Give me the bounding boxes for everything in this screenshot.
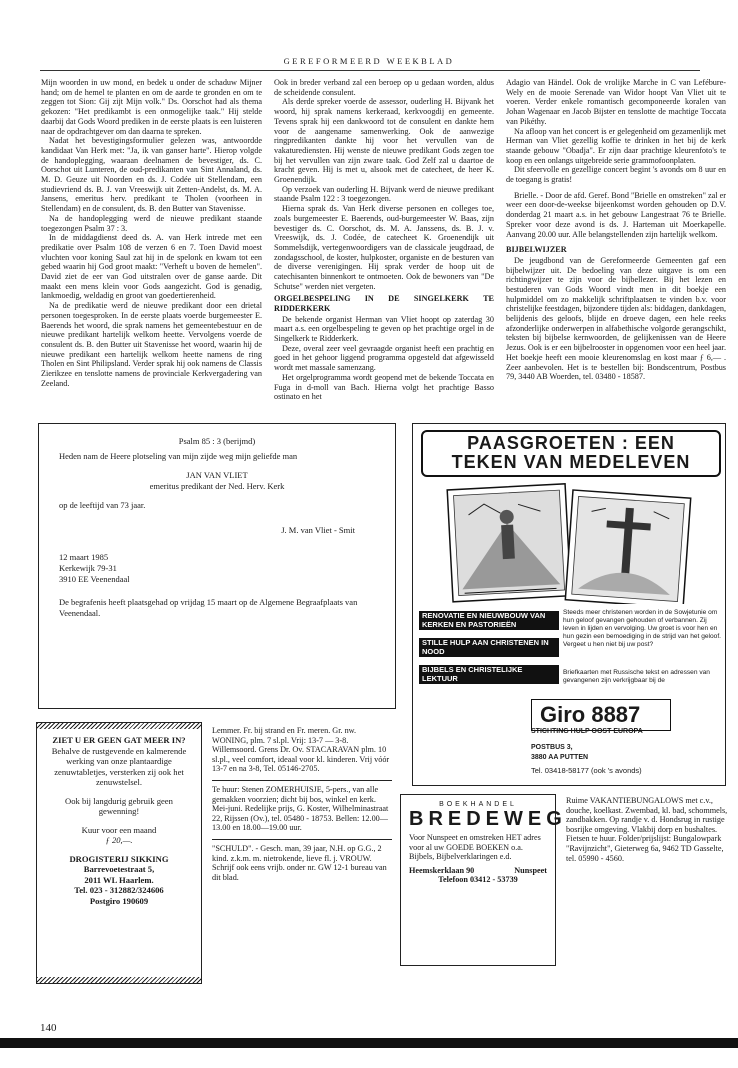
paragraph: Deze, overal zeer veel gevraagde organist heeft een prachtig en goed in het gehoor liggend programma opgesteld dat afgewisseld wordt met massale samenzang. xyxy=(274,343,494,373)
running-header: GEREFORMEERD WEEKBLAD xyxy=(283,56,455,66)
label-renovatie: RENOVATIE EN NIEUWBOUW VAN KERKEN EN PASTORIEËN xyxy=(419,611,559,630)
notice-intro: Heden nam de Heere plotseling van mijn zijde weg mijn geliefde man xyxy=(59,451,298,461)
label-bijbels: BIJBELS EN CHRISTELIJKE LEKTUUR xyxy=(419,665,559,684)
paragraph: De bekende organist Herman van Vliet hoopt op zaterdag 30 maart a.s. een orgelbespeling te geven op het prachtige orgel in de Singelkerk te Ridderkerk. xyxy=(274,314,494,344)
paragraph: Brielle. - Door de afd. Geref. Bond "Brielle en omstreken" zal er weer een door-de-weekse bijeenkomst worden gehouden op D.V. donderdag 21 maart a.s. in het gebouw Langestraat 76 te Brielle. Spreker voor deze avond is ds. J. Harteman uit Moerkapelle. Aanvang 20.00 uur. Alle belangstellenden zijn hartelijk welkom. xyxy=(506,190,726,239)
postcode: 3880 AA PUTTEN xyxy=(531,754,589,761)
price: ƒ 20,—. xyxy=(105,835,133,845)
shop-address-1: Barrevoetestraat 5, xyxy=(83,864,155,874)
article-column-1 xyxy=(41,78,262,389)
paragraph: Nadat het bevestigingsformulier gelezen was, antwoordde kandidaat Van Herk met: "Ja, ik van ganser harte". Hierop volgde de handoplegging, waaraan deelnamen de bevestiger, ds. C. Oorschot uit Lunteren, de oud-predikanten van Sint Annaland, ds. M. D. Geuze uit Noorden en ds. J. Codée uit Stellendam, een studievriend ds. B. J. van Vreeswijk uit Zetten-Andelst, ds. M. A. Jansens, emeritus herv. predikant te Tholen (voorheen in Stellendam) en de consulent, ds. B. den Butter van Stavenisse. xyxy=(41,136,262,214)
paragraph: Adagio van Händel. Ook de vrolijke Marche in C van Lefébure-Wely en de mooie Serenade van Widor hoopt Van Vliet uit te voeren. Verder enkele romantisch gecomponeerde koralen van Johan Wagenaar en Jacob Bijster en tenslotte de machtige Toccata van Pikéthy. xyxy=(506,78,726,126)
store-phone: Telefoon 03412 - 53739 xyxy=(438,875,518,885)
article-column-2 xyxy=(274,78,494,402)
vakantie-ad xyxy=(566,796,730,863)
notice-date: 12 maart 1985 xyxy=(59,552,109,562)
paragraph: Op verzoek van ouderling H. Bijvank werd de nieuwe predikant staande Psalm 122 : 3 toegezongen. xyxy=(274,184,494,204)
classified-willemsoord: Willemsoord. Grens Dr. Ov. STACARAVAN plm. 10 sl.pl., veel comfort, ideaal voor kl. kinderen. Vrij vóór 13-7 en na 3-8, Tel. 05146-2705. xyxy=(212,745,390,774)
paragraph: Dit sfeervolle en gezellige concert begint 's avonds om 8 uur en de toegang is gratis! xyxy=(506,165,726,185)
signatory: J. M. van Vliet - Smit xyxy=(281,525,355,535)
paragraph: De jeugdbond van de Gereformeerde Gemeenten gaf een bijbelwijzer uit. De bedoeling van deze uitgave is om een richtingwijzer te zijn voor de bijbellezer. Bij het lezen en bestuderen van Gods Woord vindt men in dit boekje een hulpmiddel om zo makkelijk schriftplaatsen te vinden b.v. voor christelijke feestdagen, bijzondere tijden als: biddagen, dankdagen, belijdenis des geloofs, blijde en droeve dagen, een hele reeks afzonderlijke onderwerpen in alfabethische volgorde gerangschikt, teksten bij bijbelse kernwoorden, de gelijkenissen van de Heere Jezus. Ook is er een bijbelrooster in opgenomen voor een heel jaar. Het boekje heeft een mooie kleurenomslag en kost maar ƒ 6,— . Zeer aanbevolen. Het is te bestellen bij: Bondscentrum, Postbus 79, 3440 AB Woerden, tel. 03480 - 18587. xyxy=(506,255,726,382)
easter-postcard-illustration xyxy=(433,482,703,604)
paragraph: Ook in breder verband zal een beroep op u gedaan worden, aldus de scheidende consulent. xyxy=(274,78,494,97)
deceased-age: op de leeftijd van 73 jaar. xyxy=(59,500,146,510)
paragraph: Hierna sprak ds. Van Herk diverse personen en colleges toe, zoals burgemeester E. Baerends, oud-burgemeester W. Baas, zijn bevestiger ds. C. Oorschot, ds. M. A. Janssens, ds. B. J. v. Vreeswijk, ds. J. Codée, de catecheet K. Groenendijk uit Sommelsdijk, vertegenwoordigers van de classicale jeugdraad, de zondagsschool, de koster, hulpkoster, organiste en de besturen van de diverse verenigingen. Hij sprak verder de hoop uit de catechisanten binnenkort te ontmoeten. Ook de bewoners van "De Schutse" werden niet vergeten. xyxy=(274,204,494,291)
psalm-reference: Psalm 85 : 3 (berijmd) xyxy=(178,436,256,446)
death-notice xyxy=(38,423,396,709)
store-body: Voor Nunspeet en omstreken HET adres voor al uw GOEDE BOEKEN o.a. Bijbels, Bijbelverklaringen e.d. xyxy=(409,833,541,862)
ad-body: Steeds meer christenen worden in de Sowjetunie om hun geloof gevangen gehouden of verbannen. Zij leven in lijden en vervolging. Uw groet is voor hen en hun gezin een bemoediging in de strijd van het geloof. Vergeet u hen niet bij uw post? xyxy=(563,609,721,648)
store-name: BREDEWEG xyxy=(409,808,567,830)
header-rule xyxy=(40,70,700,71)
ad-body-2: Briefkaarten met Russische tekst en adressen van gevangenen zijn verkrijgbaar bij de xyxy=(563,669,710,684)
ad-body: Behalve de rustgevende en kalmerende werking van onze plantaardige zenuwtabletjes, versterken zij ook het zenuwstelsel. xyxy=(51,745,187,787)
organisation-name: STICHTING HULP OOST EUROPA xyxy=(531,728,643,735)
paragraph: In de middagdienst deed ds. A. van Herk intrede met een predikatie over Psalm 108 de verzen 6 en 7. Toen David moest vluchten voor koning Saul zat hij in de spelonk en kwam tot een gebed waarin hij God groot maakt: "Verheft u boven de hemelen". David ziet de eer van God uitstralen over de ganse aarde. Dit maakt een mens klein voor Gods aangezicht. God is genadig, lankmoedig, weldadig en groot van goedertierenheid. xyxy=(41,233,262,301)
ad-body-2: Ook bij langdurig gebruik geen gewenning! xyxy=(65,795,173,816)
classified-lemmer: Lemmer. Fr. bij strand en Fr. meren. Gr. nw. WONING, plm. 7 sl.pl. Vrij: 13-7 — 3-8. xyxy=(212,726,357,745)
paragraph: Als derde spreker voerde de assessor, ouderling H. Bijvank het woord, hij sprak namens kerkeraad, kerkvoogdij en gemeente. Tevens sprak hij een dankwoord tot de consulent en dankte hem voor de aangename samenwerking. Ook de aanwezige ringpredikanten dankte hij voor het vervullen van de vakaturediensten. Hij wenste de nieuwe predikant Gods zegen toe bij het vervullen van zijn zware taak. God Zelf zal u daartoe de kracht geven. Hij is met u, alsook met de catecheet, de heer K. Groenendijk. xyxy=(274,97,494,185)
label-stille-hulp: STILLE HULP AAN CHRISTENEN IN NOOD xyxy=(419,638,559,657)
paragraph: Na de handoplegging werd de nieuwe predikant staande toegezongen Psalm 37 : 3. xyxy=(41,213,262,233)
divider xyxy=(212,839,392,840)
paasgroeten-ad xyxy=(412,423,726,786)
shop-giro: Postgiro 190609 xyxy=(89,895,149,906)
section-heading: BIJBELWIJZER xyxy=(506,245,567,255)
notice-city: 3910 EE Veenendaal xyxy=(59,574,130,584)
ad-question: ZIET U ER GEEN GAT MEER IN? xyxy=(52,735,186,745)
classifieds xyxy=(212,726,392,882)
shop-phone: Tel. 023 - 312882/324606 xyxy=(74,885,164,895)
headline-line-2: TEKEN VAN MEDELEVEN xyxy=(451,452,691,472)
store-address: Heemskerklaan 90 xyxy=(409,865,475,875)
giro-box xyxy=(531,699,671,731)
paragraph: Na de predikatie werd de nieuwe predikant door een drietal personen toegesproken. In de eerste plaats voerde burgemeester E. Baerends het woord, die sprak namens het gemeentebestuur en de nieuwe predikant hartelijk welkom heette. Vervolgens voerde de consulent ds. B. den Butter uit Stavenisse het woord, waarin hij de nieuwe predikant een hartelijk welkom heette namens de ring Tholen en Sint Philipsland. Verder sprak hij ook namens de Classis Zierikzee en tenslotte namens de provinciale Kerkvergadering van Zeeland. xyxy=(41,301,262,388)
phone: Tel. 03418-58177 (ook 's avonds) xyxy=(531,766,642,775)
deceased-title: emeritus predikant der Ned. Herv. Kerk xyxy=(149,481,285,491)
headline-line-1: PAASGROETEN : EEN xyxy=(467,433,675,453)
vakantie-body: Ruime VAKANTIEBUNGALOWS met c.v., douche, koelkast. Zwembad, kl. bad, schommels, zandbakken. Op randje v. d. Hondsrug in rustige bosrijke omgeving. Vlakbij dorp en bushaltes. Fietsen te huur. Folder/prijslijst: Bungalowpark "Ravijnzicht", Gieterweg 6a, 9462 TD Gasselte, tel. 05990 - 4560. xyxy=(566,796,728,863)
kuur-line: Kuur voor een maand xyxy=(81,824,157,835)
paragraph: Mijn woorden in uw mond, en bedek u onder de schaduw Mijner hand; om de hemel te planten en om de aarde te gronden en om te zeggen tot Sion: Gij zijt Mijn volk." Ds. Oorschot had als thema gekozen: "Het predikambt is een onmogelijke taak." Hij stelde daarbij dat Gods Woord prediken in de eerste plaats is een luisteren naar de opdrachtgever om dan daarna te spreken. xyxy=(41,78,262,136)
paragraph: Het orgelprogramma wordt geopend met de bekende Toccata en Fuga in d-moll van Bach. Hierna volgt het prachtige Basso ostinato en het xyxy=(274,372,494,402)
paragraph: Na afloop van het concert is er gelegenheid om gezamenlijk met Herman van Vliet gezellig koffie te drinken in het bij de kerk staande gebouw "Obadja". Er zijn daar prachtige kleurenfoto's te koop en een onlangs uitgebreide serie grammofoonplaten. xyxy=(506,126,726,165)
burial-info: De begrafenis heeft plaatsgehad op vrijdag 15 maart op de Algemene Begraafplaats van Veenendaal. xyxy=(59,597,358,618)
deceased-name: JAN VAN VLIET xyxy=(186,470,248,480)
shop-name: DROGISTERIJ SIKKING xyxy=(69,853,169,864)
boekhandel-label: BOEKHANDEL xyxy=(439,801,517,808)
classified-schuld: "SCHULD". - Gesch. man, 39 jaar, N.H. op G.G., 2 kind. z.k.m. m. nietrokende, lieve fl. j. VROUW. Schrijf ook eens vrijb. onder nr. GW 12-1 bureau van dit blad. xyxy=(212,843,387,882)
decorative-border-bottom xyxy=(37,977,201,983)
postbus: POSTBUS 3, xyxy=(531,744,573,751)
shop-address-2: 2011 WL Haarlem. xyxy=(84,874,154,885)
classified-zomerhuisje: Te huur: Stenen ZOMERHUISJE, 5-pers., van alle gemakken voorzien; dicht bij bos, winkel en kerk. Mei-juni. Redelijke prijs, G. Koster, Wilhelminastraat 22, Rijssen (Ov.), tel. 05480 - 18753. Bellen: 12.00—13.00 en 18.00—19.00 uur. xyxy=(212,784,389,833)
sikking-ad xyxy=(36,722,202,984)
notice-street: Kerkewijk 79-31 xyxy=(59,563,117,573)
article-column-3 xyxy=(506,78,726,382)
giro-number: Giro 8887 xyxy=(540,702,641,727)
section-heading: ORGELBESPELING IN DE SINGELKERK TE RIDDERKERK xyxy=(274,294,494,314)
bredeweg-ad xyxy=(400,794,567,966)
store-town: Nunspeet xyxy=(514,865,547,875)
bottom-rule xyxy=(0,1038,738,1048)
page-number: 140 xyxy=(40,1022,57,1034)
divider xyxy=(212,780,392,781)
